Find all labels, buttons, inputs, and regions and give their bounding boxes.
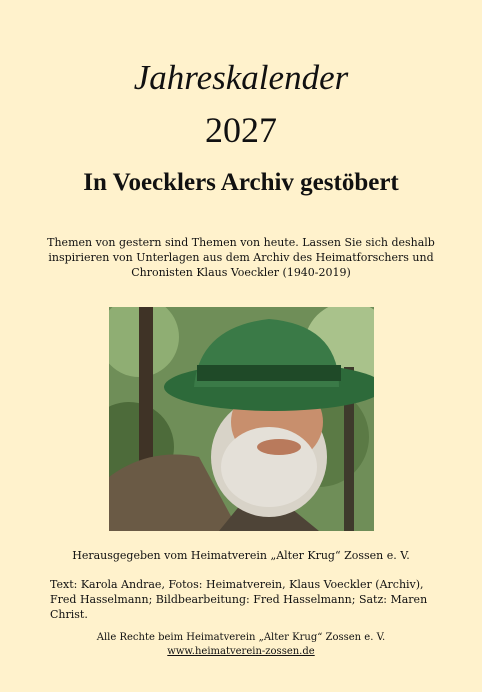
publisher-line: Herausgegeben vom Heimatverein „Alter Krug“ Zossen e. V. xyxy=(72,549,410,562)
intro-text: Themen von gestern sind Themen von heute. Lassen Sie sich deshalb inspirieren von Unterlagen aus dem Archiv des Heimatforschers und Chronisten Klaus Voeckler (1940-2019) xyxy=(47,236,435,279)
credits-text: Text: Karola Andrae, Fotos: Heimatverein, Klaus Voeckler (Archiv), Fred Hasselmann; Bildbearbeitung: Fred Hasselmann; Satz: Maren Christ. xyxy=(50,578,428,621)
rights-block xyxy=(0,631,482,659)
rights-line: Alle Rechte beim Heimatverein „Alter Krug“ Zossen e. V. xyxy=(96,632,386,643)
calendar-year: 2027 xyxy=(205,110,277,150)
website-link[interactable]: www.heimatverein-zossen.de xyxy=(167,646,315,657)
calendar-subtitle: In Voecklers Archiv gestöbert xyxy=(83,169,399,196)
calendar-title: Jahreskalender xyxy=(133,58,349,97)
portrait-illustration xyxy=(109,307,374,531)
portrait-photo xyxy=(109,307,374,531)
